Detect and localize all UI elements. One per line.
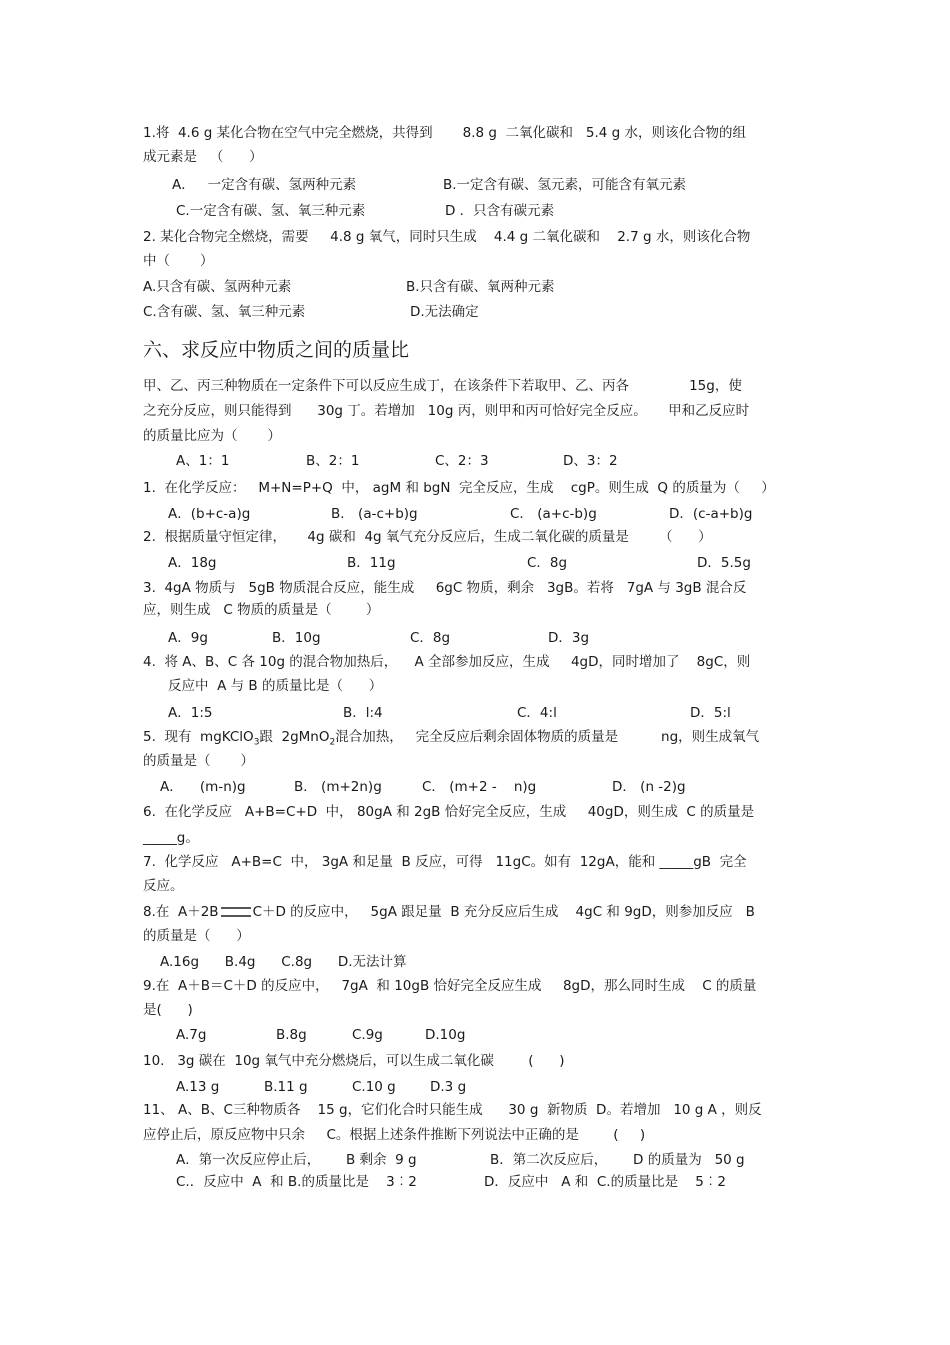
question-3-option-a: A．9g: [168, 630, 208, 646]
question-1-line1: 1. 在化学反应： M+N=P+Q 中， agM 和 bgN 完全反应，生成 cgP。则生成 Q 的质量为（ ）: [143, 480, 775, 496]
question-4-option-d: D．5:l: [690, 705, 731, 721]
question-5-line2: 的质量是（ ）: [143, 753, 255, 769]
question-10-option-a: A.13 g: [176, 1079, 220, 1095]
question-5-option-a: A． (m-n)g: [160, 779, 246, 795]
question-9-option-d: D.10g: [425, 1027, 466, 1043]
intro-option-a: A、1：1: [176, 453, 230, 469]
question-3-option-b: B．10g: [272, 630, 321, 646]
question-10-option-b: B.11 g: [264, 1079, 308, 1095]
question-11-option-a: A．第一次反应停止后， B 剩余 9 g: [176, 1152, 417, 1168]
question-9-line1: 9.在 A＋B＝C＋D 的反应中， 7gA 和 10gB 恰好完全反应生成 8gD，那么同时生成 C 的质量: [143, 978, 757, 994]
question-5-line1: [143, 728, 759, 752]
section-title: 六、求反应中物质之间的质量比: [143, 339, 410, 361]
question-4-option-a: A．1:5: [168, 705, 213, 721]
intro-question-line2: 之充分反应，则只能得到 30g 丁。若增加 10g 丙，则甲和丙可恰好完全反应。 甲和乙反应时: [143, 403, 750, 419]
question-a1-option-b: B.一定含有碳、氢元素，可能含有氧元素: [443, 177, 687, 193]
question-5-option-d: D． (n -2)g: [612, 779, 686, 795]
question-11-option-d: D．反应中 A 和 C.的质量比是 5︰2: [484, 1174, 726, 1190]
question-a1-line2: 成元素是 （ ）: [143, 149, 263, 165]
subscript-2: 2: [329, 737, 336, 748]
question-9-option-b: B.8g: [276, 1027, 307, 1043]
question-10-line1: 10. 3g 碳在 10g 氧气中充分燃烧后，可以生成二氧化碳 ( ): [143, 1053, 565, 1069]
question-11-option-b: B．第二次反应后， D 的质量为 50 g: [490, 1152, 745, 1168]
question-5-option-b: B． (m+2n)g: [294, 779, 382, 795]
question-9-option-c: C.9g: [352, 1027, 383, 1043]
question-8-line1-part2: C＋D 的反应中， 5gA 跟足量 B 充分反应后生成 4gC 和 9gD，则参加反应 B: [252, 904, 755, 920]
question-1-option-c: C． (a+c-b)g: [510, 506, 597, 522]
question-2-option-b: B．11g: [347, 555, 396, 571]
intro-option-c: C、2：3: [435, 453, 489, 469]
question-4-line2: 反应中 A 与 B 的质量比是（ ）: [168, 678, 383, 694]
question-3-option-c: C．8g: [410, 630, 451, 646]
question-a2-option-c: C.含有碳、氢、氧三种元素: [143, 304, 306, 320]
question-5-line1-part2: 跟 2gMnO: [259, 729, 330, 745]
question-9-option-a: A.7g: [176, 1027, 207, 1043]
question-1-option-d: D．(c-a+b)g: [669, 506, 753, 522]
question-a2-option-b: B.只含有碳、氧两种元素: [406, 279, 555, 295]
question-7-line2: 反应。: [143, 878, 184, 894]
question-4-line1: 4. 将 A、B、C 各 10g 的混合物加热后， A 全部参加反应，生成 4gD，同时增加了 8gC，则: [143, 654, 751, 670]
question-8-line2: 的质量是（ ）: [143, 928, 250, 944]
question-a2-line1: 2. 某化合物完全燃烧，需要 4.8 g 氧气，同时只生成 4.4 g 二氧化碳和 2.7 g 水，则该化合物: [143, 229, 751, 245]
question-10-option-d: D.3 g: [430, 1079, 467, 1095]
question-1-option-a: A．(b+c-a)g: [168, 506, 251, 522]
question-8-line1-part1: 8.在 A＋2B: [143, 904, 219, 920]
question-11-line1: 11、 A、B、C三种物质各 15 g，它们化合时只能生成 30 g 新物质 D。若增加 10 g A ，则反: [143, 1102, 762, 1118]
question-a2-option-d: D.无法确定: [410, 304, 479, 320]
question-a2-option-a: A.只含有碳、氢两种元素: [143, 279, 292, 295]
question-a1-line1: 1.将 4.6 g 某化合物在空气中完全燃烧，共得到 8.8 g 二氧化碳和 5.4 g 水，则该化合物的组: [143, 125, 747, 141]
question-1-option-b: B． (a-c+b)g: [331, 506, 418, 522]
question-6-line2: _____g。: [143, 830, 199, 846]
question-a1-option-d: D ．只含有碳元素: [445, 203, 555, 219]
question-4-option-c: C．4:l: [517, 705, 557, 721]
question-10-option-c: C.10 g: [352, 1079, 396, 1095]
question-8-options: A.16g B.4g C.8g D.无法计算: [160, 954, 407, 970]
question-4-option-b: B．l:4: [343, 705, 383, 721]
question-11-line2: 应停止后，原反应物中只余 C。根据上述条件推断下列说法中正确的是 ( ): [143, 1127, 646, 1143]
question-2-line1: 2. 根据质量守恒定律， 4g 碳和 4g 氧气充分反应后，生成二氧化碳的质量是 （ ）: [143, 529, 712, 545]
reaction-equals-sign-icon: [221, 907, 251, 917]
question-2-option-d: D．5.5g: [697, 555, 751, 571]
question-3-option-d: D．3g: [548, 630, 590, 646]
intro-question-line3: 的质量比应为（ ）: [143, 428, 282, 444]
question-5-line1-part3: 混合加热， 完全反应后剩余固体物质的质量是 ng，则生成氧气: [335, 729, 760, 745]
question-3-line1: 3. 4gA 物质与 5gB 物质混合反应，能生成 6gC 物质，剩余 3gB。若将 7gA 与 3gB 混合反: [143, 580, 747, 596]
question-a2-line2: 中（ ）: [143, 253, 214, 269]
question-5-line1-part1: 5. 现有 mgKClO: [143, 729, 254, 745]
intro-question-line1: 甲、乙、丙三种物质在一定条件下可以反应生成丁，在该条件下若取甲、乙、丙各 15g，使: [143, 378, 742, 394]
question-a1-option-a: A． 一定含有碳、氢两种元素: [172, 177, 357, 193]
intro-option-b: B、2：1: [306, 453, 360, 469]
question-2-option-c: C．8g: [527, 555, 568, 571]
question-9-line2: 是( ): [143, 1002, 193, 1018]
question-11-option-c: C.．反应中 A 和 B.的质量比是 3︰2: [176, 1174, 417, 1190]
question-8-line1: [143, 903, 755, 921]
question-5-option-c: C． (m+2 - n)g: [422, 779, 537, 795]
question-6-line1: 6. 在化学反应 A+B=C+D 中， 80gA 和 2gB 恰好完全反应，生成 40gD，则生成 C 的质量是: [143, 804, 755, 820]
question-2-option-a: A．18g: [168, 555, 217, 571]
question-a1-option-c: C.一定含有碳、氢、氧三种元素: [176, 203, 366, 219]
subscript-3: 3: [253, 737, 260, 748]
question-7-line1: 7. 化学反应 A+B=C 中， 3gA 和足量 B 反应，可得 11gC。如有 12gA，能和 _____gB 完全: [143, 854, 747, 870]
intro-option-d: D、3：2: [563, 453, 618, 469]
question-3-line2: 应，则生成 C 物质的质量是（ ）: [143, 602, 380, 618]
